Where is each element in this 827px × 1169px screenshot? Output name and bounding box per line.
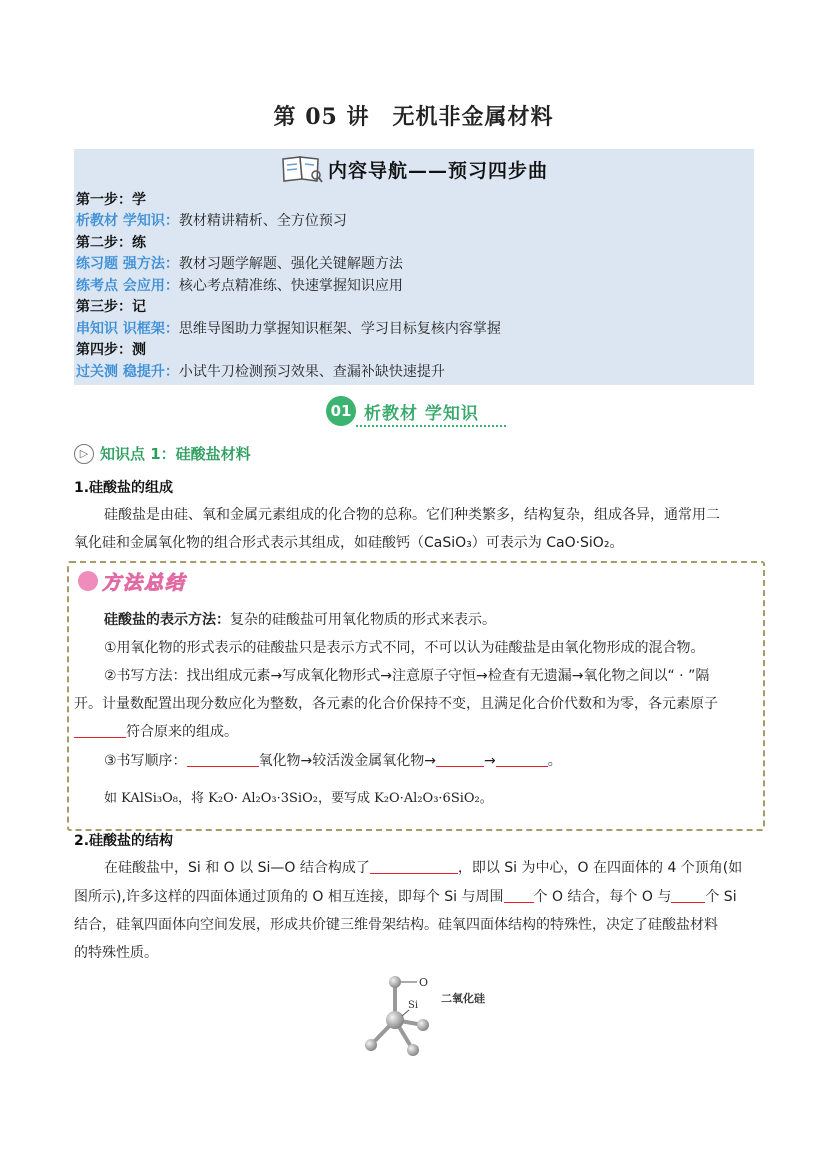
step-2-item-2: 练考点 会应用：核心考点精准练、快速掌握知识应用 <box>76 278 403 294</box>
section-underline <box>356 425 506 427</box>
section-label: 析教材 学知识 <box>364 403 479 424</box>
answer-blank[interactable] <box>370 859 458 874</box>
method-line-5: 符合原来的组成。 <box>74 722 238 742</box>
oxygen-atom <box>389 976 401 988</box>
step-3-item: 串知识 识框架：思维导图助力掌握知识框架、学习目标复核内容掌握 <box>76 321 501 337</box>
section-number: 01 <box>326 396 356 426</box>
step-4-item: 过关测 稳提升：小试牛刀检测预习效果、查漏补缺快速提升 <box>76 364 445 380</box>
answer-blank[interactable] <box>671 888 705 903</box>
method-summary-tag: 方法总结 <box>78 566 186 596</box>
method-line-2: ①用氧化物的形式表示的硅酸盐只是表示方式不同，不可以认为硅酸盐是由氧化物形成的混合物。 <box>104 640 705 656</box>
oxygen-atom <box>417 1019 429 1031</box>
figure-caption: 二氧化硅 <box>441 992 485 1005</box>
section-badge <box>326 395 479 427</box>
silicon-label: Si <box>408 1000 419 1011</box>
method-line-7: 如 KAlSi₃O₈，将 K₂O· Al₂O₃·3SiO₂，要写成 K₂O·Al₂O₃·6SiO₂。 <box>104 791 493 806</box>
answer-blank[interactable] <box>74 723 126 738</box>
composition-line-2: 氧化硅和金属氧化物的组合形式表示其组成，如硅酸钙（CaSiO₃）可表示为 CaO·SiO₂。 <box>74 535 624 551</box>
method-line-3: ②书写方法：找出组成元素→写成氧化物形式→注意原子守恒→检查有无遗漏→氧化物之间以“ · ”隔 <box>104 668 710 684</box>
page-title: 第 05 讲 无机非金属材料 <box>273 104 554 130</box>
composition-line-1: 硅酸盐是由硅、氧和金属元素组成的化合物的总称。它们种类繁多，结构复杂，组成各异，通常用二 <box>104 507 720 523</box>
oxygen-label: O <box>419 976 429 989</box>
silicon-oxygen-tetrahedron-figure <box>355 970 495 1062</box>
knowledge-point-heading: ▷ 知识点 1：硅酸盐材料 <box>74 443 251 464</box>
book-icon <box>280 153 324 185</box>
play-arrow-icon: ▷ <box>74 444 94 464</box>
structure-line-1: 在硅酸盐中，Si 和 O 以 Si—O 结合构成了 ，即以 Si 为中心，O 在四面体的 4 个顶角(如 <box>104 860 743 876</box>
content-navigation-panel <box>74 149 754 385</box>
navigation-title: 内容导航——预习四步曲 <box>327 159 548 182</box>
answer-blank[interactable] <box>187 752 259 767</box>
method-line-1: 硅酸盐的表示方法：复杂的硅酸盐可用氧化物质的形式来表示。 <box>104 612 496 628</box>
step-1-item: 析教材 学知识：教材精讲精析、全方位预习 <box>76 213 347 229</box>
oxygen-atom <box>365 1039 377 1051</box>
silicon-atom <box>386 1011 404 1029</box>
step-1-label: 第一步：学 <box>76 192 146 208</box>
answer-blank[interactable] <box>504 888 534 903</box>
subheading-composition: 1.硅酸盐的组成 <box>74 480 174 496</box>
step-3-label: 第三步：记 <box>76 299 146 315</box>
structure-line-3: 结合，硅氧四面体向空间发展，形成共价键三维骨架结构。硅氧四面体结构的特殊性，决定了硅酸盐材料 <box>74 917 718 933</box>
subheading-structure: 2.硅酸盐的结构 <box>74 833 174 849</box>
step-2-item-1: 练习题 强方法：教材习题学解题、强化关键解题方法 <box>76 256 403 272</box>
structure-line-2: 图所示),许多这样的四面体通过顶角的 O 相互连接，即每个 Si 与周围 个 O 结合，每个 O 与 个 Si <box>74 889 737 905</box>
method-line-4: 开。计量数配置出现分数应化为整数，各元素的化合价保持不变，且满足化合价代数和为零，各元素原子 <box>74 696 718 712</box>
step-4-label: 第四步：测 <box>76 342 146 358</box>
flower-icon <box>78 571 98 591</box>
answer-blank[interactable] <box>496 752 548 767</box>
navigation-header <box>74 151 754 187</box>
oxygen-atom <box>407 1044 419 1056</box>
answer-blank[interactable] <box>436 752 484 767</box>
method-line-6: ③书写顺序： 氧化物→较活泼金属氧化物→ → 。 <box>104 753 562 769</box>
step-2-label: 第二步：练 <box>76 235 146 251</box>
structure-line-4: 的特殊性质。 <box>74 945 158 961</box>
